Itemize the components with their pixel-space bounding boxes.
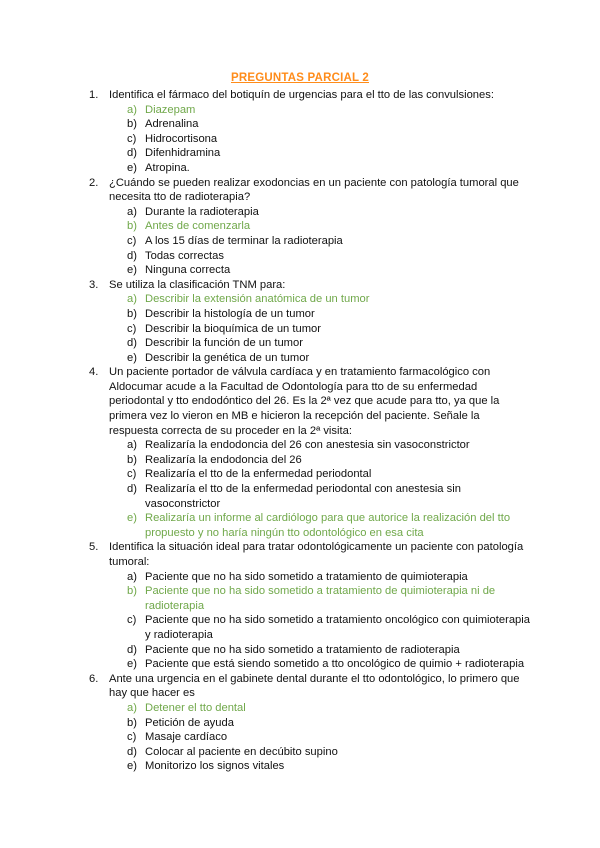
option-letter: a) (127, 205, 137, 218)
option-text: Realizaría la endodoncia del 26 (145, 453, 302, 466)
option-text: Realizaría el tto de la enfermedad periodontal (145, 468, 372, 481)
question-text: Se utiliza la clasificación TNM para: (109, 278, 286, 291)
option-text: A los 15 días de terminar la radioterapia (145, 234, 343, 247)
option-text: Paciente que no ha sido sometido a tratamiento de quimioterapia (145, 570, 468, 583)
option-letter: c) (127, 322, 137, 335)
question-line (0, 380, 600, 395)
answer-option (0, 628, 600, 643)
option-text: Atropina. (145, 161, 190, 174)
correct-answer-option (0, 526, 600, 541)
answer-option (0, 613, 600, 628)
question-text: necesita tto de radioterapia? (109, 191, 251, 204)
option-text: y radioterapia (145, 628, 213, 641)
correct-answer-option (0, 103, 600, 118)
option-letter: c) (127, 132, 137, 145)
question-block (0, 278, 600, 366)
option-text: Describir la extensión anatómica de un tumor (145, 293, 370, 306)
question-line (0, 190, 600, 205)
question-line (0, 409, 600, 424)
option-letter: d) (127, 249, 137, 262)
option-text: Antes de comenzarla (145, 220, 251, 233)
question-block (0, 672, 600, 774)
option-letter: a) (127, 570, 137, 583)
option-text: Paciente que está siendo sometido a tto oncológico de quimio + radioterapia (145, 658, 525, 671)
answer-option (0, 117, 600, 132)
correct-answer-option (0, 584, 600, 599)
answer-option (0, 322, 600, 337)
question-line (0, 555, 600, 570)
question-line (0, 88, 600, 103)
option-letter: b) (127, 453, 137, 466)
option-text: Describir la genética de un tumor (145, 351, 310, 364)
correct-answer-option (0, 219, 600, 234)
correct-answer-option (0, 292, 600, 307)
option-text: Realizaría la endodoncia del 26 con anestesia sin vasoconstrictor (145, 439, 470, 452)
answer-option (0, 453, 600, 468)
option-letter: b) (127, 307, 137, 320)
option-letter: b) (127, 716, 137, 729)
answer-option (0, 249, 600, 264)
option-letter: e) (127, 658, 137, 671)
option-text: Durante la radioterapia (145, 205, 259, 218)
question-line (0, 278, 600, 293)
correct-answer-option (0, 599, 600, 614)
question-text: Ante una urgencia en el gabinete dental durante el tto odontológico, lo primero que (109, 672, 520, 685)
option-text: vasoconstrictor (145, 497, 221, 510)
question-text: Identifica la situación ideal para tratar odontológicamente un paciente con patología (109, 541, 524, 554)
option-letter: d) (127, 147, 137, 160)
option-text: Paciente que no ha sido sometido a tratamiento de quimioterapia ni de (145, 585, 496, 598)
option-letter: e) (127, 512, 137, 525)
question-text: respuesta correcta de su proceder en la 2ª visita: (109, 424, 352, 437)
question-block (0, 365, 600, 540)
question-line (0, 686, 600, 701)
option-text: Todas correctas (145, 249, 224, 262)
answer-option (0, 730, 600, 745)
answer-option (0, 161, 600, 176)
question-block (0, 176, 600, 278)
question-text: hay que hacer es (109, 687, 195, 700)
correct-answer-option (0, 511, 600, 526)
answer-option (0, 745, 600, 760)
option-text: Colocar al paciente en decúbito supino (145, 745, 338, 758)
question-line (0, 540, 600, 555)
option-text: Petición de ayuda (145, 716, 234, 729)
option-letter: d) (127, 483, 137, 496)
option-letter: c) (127, 731, 137, 744)
option-text: Ninguna correcta (145, 264, 231, 277)
option-letter: c) (127, 468, 137, 481)
option-letter: c) (127, 234, 137, 247)
page-title: PREGUNTAS PARCIAL 2 (231, 72, 369, 84)
answer-option (0, 643, 600, 658)
option-text: Realizaría el tto de la enfermedad periodontal con anestesia sin (145, 483, 461, 496)
question-text: Un paciente portador de válvula cardíaca y en tratamiento farmacológico con (109, 366, 491, 379)
question-number: 4. (89, 366, 99, 379)
answer-option (0, 336, 600, 351)
question-line (0, 176, 600, 191)
option-text: radioterapia (145, 599, 205, 612)
option-text: Difenhidramina (145, 147, 221, 160)
question-text: Aldocumar acude a la Facultad de Odontología para tto de su enfermedad (109, 380, 478, 393)
question-list (0, 88, 600, 774)
option-letter: a) (127, 103, 137, 116)
option-text: propuesto y no haría ningún tto odontológico en esa cita (145, 526, 424, 539)
answer-option (0, 132, 600, 147)
question-text: tumoral: (109, 556, 150, 568)
correct-answer-option (0, 701, 600, 716)
answer-option (0, 716, 600, 731)
option-text: Hidrocortisona (145, 132, 218, 145)
question-line (0, 394, 600, 409)
question-number: 5. (89, 541, 99, 554)
answer-option (0, 759, 600, 774)
answer-option (0, 657, 600, 672)
question-text: periodontal y tto endodóntico del 26. Es la 2ª vez que acude para tto, ya que la (109, 395, 500, 408)
question-text: Identifica el fármaco del botiquín de urgencias para el tto de las convulsiones: (109, 89, 494, 101)
option-text: Describir la bioquímica de un tumor (145, 322, 321, 335)
answer-option (0, 263, 600, 278)
option-text: Masaje cardíaco (145, 731, 228, 744)
option-text: Realizaría un informe al cardiólogo para que autorice la realización del tto (145, 512, 511, 525)
question-number: 6. (89, 672, 99, 685)
question-text: ¿Cuándo se pueden realizar exodoncias en un paciente con patología tumoral que (109, 176, 519, 189)
question-line (0, 365, 600, 380)
option-letter: e) (127, 760, 137, 773)
option-letter: d) (127, 643, 137, 656)
option-text: Diazepam (145, 103, 196, 116)
option-letter: b) (127, 585, 137, 598)
option-letter: a) (127, 439, 137, 452)
option-letter: e) (127, 264, 137, 277)
question-block (0, 88, 600, 176)
option-text: Describir la función de un tumor (145, 337, 303, 350)
answer-option (0, 146, 600, 161)
option-letter: e) (127, 351, 137, 364)
question-line (0, 424, 600, 439)
question-line (0, 672, 600, 687)
answer-option (0, 570, 600, 585)
option-letter: a) (127, 293, 137, 306)
option-letter: c) (127, 614, 137, 627)
answer-option (0, 307, 600, 322)
answer-option (0, 205, 600, 220)
question-number: 1. (89, 89, 99, 101)
question-text: primera vez lo vieron en MB e hicieron la recepción del paciente. Señale la (109, 410, 480, 423)
option-text: Detener el tto dental (145, 701, 246, 714)
answer-option (0, 497, 600, 512)
answer-option (0, 351, 600, 366)
option-letter: b) (127, 220, 137, 233)
option-letter: a) (127, 701, 137, 714)
answer-option (0, 467, 600, 482)
option-letter: b) (127, 118, 137, 131)
option-letter: d) (127, 337, 137, 350)
question-number: 2. (89, 176, 99, 189)
option-text: Paciente que no ha sido sometido a tratamiento oncológico con quimioterapia (145, 614, 530, 627)
question-block (0, 540, 600, 671)
question-number: 3. (89, 278, 99, 291)
option-text: Monitorizo los signos vitales (145, 760, 285, 773)
option-text: Adrenalina (145, 118, 199, 131)
option-letter: d) (127, 745, 137, 758)
answer-option (0, 482, 600, 497)
answer-option (0, 438, 600, 453)
option-letter: e) (127, 161, 137, 174)
option-text: Paciente que no ha sido sometido a tratamiento de radioterapia (145, 643, 460, 656)
option-text: Describir la histología de un tumor (145, 307, 315, 320)
answer-option (0, 234, 600, 249)
